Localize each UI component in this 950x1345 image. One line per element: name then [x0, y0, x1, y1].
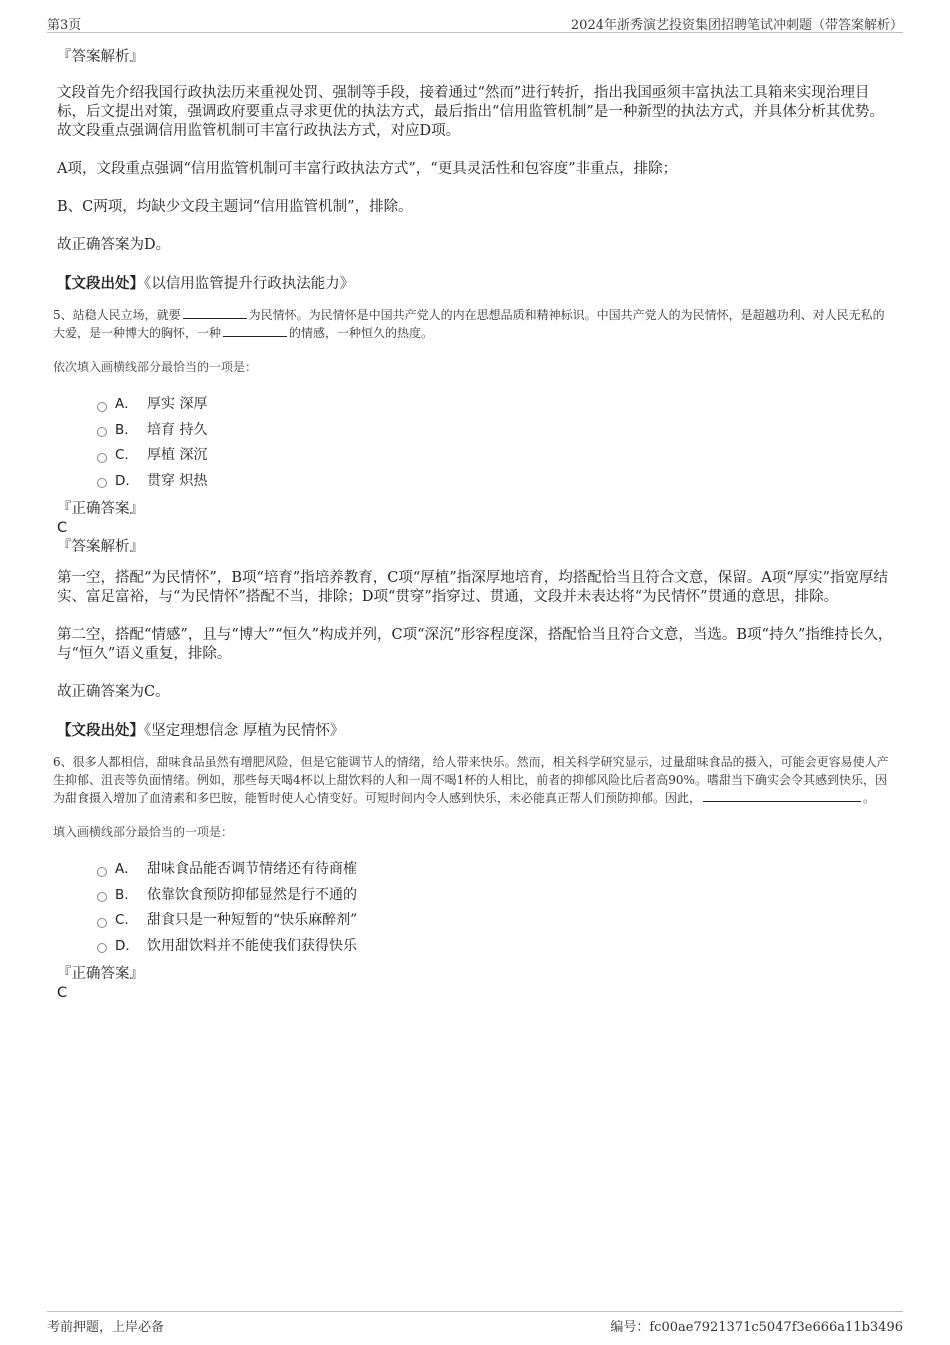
correct-answer-label: 『正确答案』 [57, 966, 144, 982]
footer-slogan: 考前押题，上岸必备 [47, 1320, 165, 1335]
source-label: 【文段出处】 [57, 722, 144, 739]
question-6-stem [53, 753, 895, 807]
correct-answer-value: C [57, 520, 68, 536]
option-b[interactable] [97, 883, 895, 909]
source-line [57, 721, 895, 741]
correct-answer-label: 『正确答案』 [57, 501, 144, 517]
analysis-paragraph: 第一空，搭配“为民情怀”，B项“培育”指培养教育，C项“厚植”指深厚地培育，均搭配恰当且符合文意，保留。A项“厚实”指宽厚结实、富足富裕，与“为民情怀”搭配不当，排除；D项“贯穿”指穿过、贯通，文段并未表达将“为民情怀”贯通的意思，排除。 [57, 570, 889, 605]
radio-circle-icon[interactable] [97, 867, 107, 877]
fill-blank [223, 324, 287, 337]
question-5-stem [53, 306, 895, 342]
radio-circle-icon[interactable] [97, 918, 107, 928]
radio-circle-icon[interactable] [97, 402, 107, 412]
option-letter: D. [115, 937, 130, 954]
source-label: 【文段出处】 [57, 275, 144, 292]
analysis-label: 『答案解析』 [57, 539, 144, 555]
option-text: 厚植 深沉 [147, 447, 208, 463]
source-title: 《坚定理想信念 厚植为民情怀》 [144, 723, 345, 739]
option-a[interactable] [97, 857, 895, 883]
radio-circle-icon[interactable] [97, 943, 107, 953]
radio-circle-icon[interactable] [97, 427, 107, 437]
option-text: 依靠饮食预防抑郁显然是行不通的 [147, 886, 357, 903]
question-6-options [97, 857, 895, 959]
document-title: 2024年浙秀演艺投资集团招聘笔试冲刺题（带答案解析） [570, 18, 903, 33]
analysis-paragraph: B、C两项，均缺少文段主题词“信用监管机制”，排除。 [57, 199, 413, 215]
source-title: 《以信用监管提升行政执法能力》 [144, 276, 355, 292]
option-letter: A． [115, 396, 138, 412]
stem-text: 。 [863, 791, 876, 805]
option-a[interactable] [97, 392, 895, 418]
analysis-block [57, 569, 895, 741]
option-text: 甜味食品能否调节情绪还有待商榷 [147, 861, 357, 877]
option-text: 培育 持久 [147, 421, 208, 438]
option-c[interactable] [97, 443, 895, 469]
analysis-label: 『答案解析』 [57, 49, 144, 65]
option-text: 厚实 深厚 [147, 396, 208, 412]
question-5-options [97, 392, 895, 494]
option-letter: C. [115, 447, 129, 463]
stem-text: 为民情怀。为民情怀是中国共产党人的内在思想品质和精神标识。中国共产党人的为民情怀，是超越功利、对人民无私的大爱，是一种博大的胸怀，一种 [53, 308, 885, 340]
question-6-instruction: 填入画横线部分最恰当的一项是： [53, 825, 234, 839]
option-letter: C. [115, 912, 129, 928]
correct-answer-value: C [57, 985, 68, 1001]
analysis-paragraph: A项，文段重点强调“信用监管机制可丰富行政执法方式”，“更具灵活性和包容度”非重点，排除； [57, 161, 678, 177]
analysis-paragraph: 第二空，搭配“情感”，且与“博大”“恒久”构成并列，C项“深沉”形容程度深，搭配恰当且符合文意，当选。B项“持久”指维持长久，与“恒久”语义重复，排除。 [57, 627, 893, 662]
radio-circle-icon[interactable] [97, 892, 107, 902]
page-footer [47, 1311, 903, 1336]
option-letter: B. [115, 421, 129, 438]
radio-circle-icon[interactable] [97, 453, 107, 463]
question-5-instruction: 依次填入画横线部分最恰当的一项是： [53, 360, 258, 374]
option-text: 甜食只是一种短暂的“快乐麻醉剂” [147, 912, 358, 928]
page-content [53, 46, 895, 1002]
document-code: 编号：fc00ae7921371c5047f3e666a11b3496 [610, 1320, 903, 1335]
fill-blank [183, 306, 247, 319]
page-header [47, 12, 903, 33]
radio-circle-icon[interactable] [97, 478, 107, 488]
option-text: 贯穿 炽热 [147, 472, 208, 489]
option-c[interactable] [97, 908, 895, 934]
option-letter: A． [115, 861, 138, 877]
option-d[interactable] [97, 934, 895, 960]
stem-text: 6、很多人都相信，甜味食品虽然有增肥风险，但是它能调节人的情绪，给人带来快乐。然而，相关科学研究显示，过量甜味食品的摄入，可能会更容易使人产生抑郁、沮丧等负面情绪。例如，那些每天喝4杯以上甜饮料的人和一周不喝1杯的人相比，前者的抑郁风险比后者高90%。嗜甜当下确实会令其感到快乐，因为甜食摄入增加了血清素和多巴胺，能暂时使人心情变好。可短时间内令人感到快乐，未必能真正帮人们预防抑郁。因此， [53, 755, 889, 805]
option-text: 饮用甜饮料并不能使我们获得快乐 [147, 937, 357, 954]
option-letter: D. [115, 472, 130, 489]
analysis-conclusion: 故正确答案为D。 [57, 237, 171, 253]
stem-text: 5、站稳人民立场，就要 [53, 308, 181, 322]
source-line [57, 274, 895, 294]
option-letter: B. [115, 886, 129, 903]
page-number: 第3页 [47, 18, 82, 33]
stem-text: 的情感，一种恒久的热度。 [289, 326, 434, 340]
analysis-conclusion: 故正确答案为C。 [57, 684, 170, 700]
analysis-block [57, 84, 895, 294]
option-d[interactable] [97, 469, 895, 495]
analysis-paragraph: 文段首先介绍我国行政执法历来重视处罚、强制等手段，接着通过“然而”进行转折，指出我国亟须丰富执法工具箱来实现治理目标，后文提出对策，强调政府要重点寻求更优的执法方式，最后指出“信用监管机制”是一种新型的执法方式，并具体分析其优势。故文段重点强调信用监管机制可丰富行政执法方式，对应D项。 [57, 85, 884, 139]
fill-blank [703, 789, 861, 802]
option-b[interactable] [97, 418, 895, 444]
